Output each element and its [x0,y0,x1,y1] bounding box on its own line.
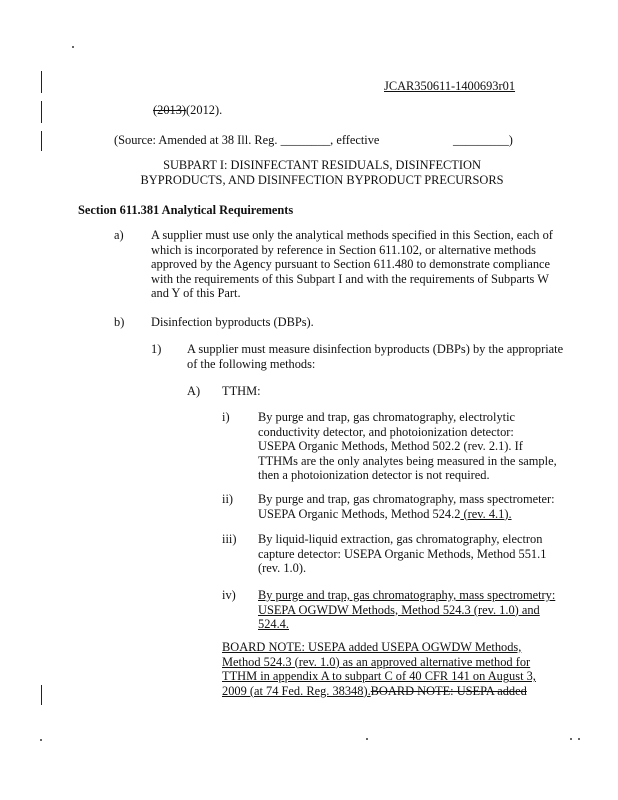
board-note [222,640,536,698]
item-iv-label: iv) [222,588,236,602]
para-a-line: A supplier must use only the analytical methods specified in this Section, each of [151,228,553,242]
item-i-line: By purge and trap, gas chromatography, electrolytic [258,410,516,424]
para-b-label: b) [114,315,125,329]
board-note-struck: BOARD NOTE: USEPA added [370,683,527,698]
item-i-line: TTHMs are the only analytes being measured in the sample, [258,453,557,468]
para-a-label: a) [114,228,124,242]
para-1-line: of the following methods: [187,356,316,371]
para-1-line: A supplier must measure disinfection byproducts (DBPs) by the appropriate [187,342,564,356]
para-a-line: with the requirements of this Subpart I and with the requirements of Subparts W [151,271,549,286]
scan-speck [366,738,368,740]
item-ii-line [258,507,555,522]
item-iv-text [258,588,555,632]
subpart-heading [0,158,618,187]
board-note-line [222,684,536,699]
section-heading: Section 611.381 Analytical Requirements [78,203,294,217]
scan-speck [570,738,572,740]
item-iii-label: iii) [222,532,237,546]
item-ii-method: USEPA Organic Methods, Method 524.2 [258,506,461,521]
item-ii-line: By purge and trap, gas chromatography, mass spectrometer: [258,492,555,506]
document-id: JCAR350611-1400693r01 [384,79,516,93]
item-ii-text [258,492,555,521]
para-1-text [187,342,563,371]
item-ii-revision: (rev. 4.1). [460,506,512,521]
item-i-line: conductivity detector, and photoionization detector: [258,424,514,439]
scan-speck [578,738,580,740]
board-note-line: Method 524.3 (rev. 1.0) as an approved alternative method for [222,654,531,669]
para-a-text [151,228,553,301]
revision-bar [41,101,42,123]
subpart-line-2: BYPRODUCTS, AND DISINFECTION BYPRODUCT PRECURSORS [140,172,504,187]
years-line [153,103,222,118]
item-iv-line: By purge and trap, gas chromatography, mass spectrometry: [258,588,556,602]
board-note-citation: 2009 (at 74 Fed. Reg. 38348). [222,683,371,698]
source-note [114,133,379,148]
source-effective-blank [453,133,513,148]
item-iv-line: USEPA OGWDW Methods, Method 524.3 (rev. 1.0) and [258,602,540,617]
source-blank: ________ [280,133,331,147]
revision-bar [41,685,42,705]
source-blank-2: _________ [453,133,509,147]
board-note-line: BOARD NOTE: USEPA added USEPA OGWDW Methods, [222,640,522,654]
item-iv-line: 524.4. [258,617,289,632]
para-A-label: A) [187,384,201,398]
para-1-label: 1) [151,342,162,356]
item-iii-text [258,532,546,576]
item-i-label: i) [222,410,230,424]
item-i-text [258,410,557,483]
source-prefix: (Source: Amended at 38 Ill. Reg. [114,133,281,147]
item-i-line: then a photoionization detector is not required. [258,468,490,483]
para-A-text: TTHM: [222,384,261,398]
subpart-line-1: SUBPART I: DISINFECTANT RESIDUALS, DISINFECTION [163,158,481,172]
scan-speck [72,46,74,48]
item-iii-line: (rev. 1.0). [258,561,307,576]
revision-bar [41,71,42,93]
board-note-line: TTHM in appendix A to subpart C of 40 CFR 141 on August 3, [222,669,536,684]
item-iii-line: capture detector: USEPA Organic Methods, Method 551.1 [258,546,547,561]
scan-speck [40,739,42,741]
para-a-line: and Y of this Part. [151,286,241,301]
para-a-line: which is incorporated by reference in Section 611.102, or alternative methods [151,242,536,257]
item-iii-line: By liquid-liquid extraction, gas chromatography, electron [258,532,543,546]
source-effective-label: , effective [330,133,380,147]
para-a-line: approved by the Agency pursuant to Section 611.480 to demonstrate compliance [151,257,551,272]
item-ii-label: ii) [222,492,234,506]
item-i-line: USEPA Organic Methods, Method 502.2 (rev. 2.1). If [258,439,523,454]
revision-bar [41,131,42,151]
years-new: (2012). [186,103,223,117]
para-b-text: Disinfection byproducts (DBPs). [151,315,314,329]
years-struck: (2013) [153,103,187,117]
source-close: ) [508,133,513,147]
